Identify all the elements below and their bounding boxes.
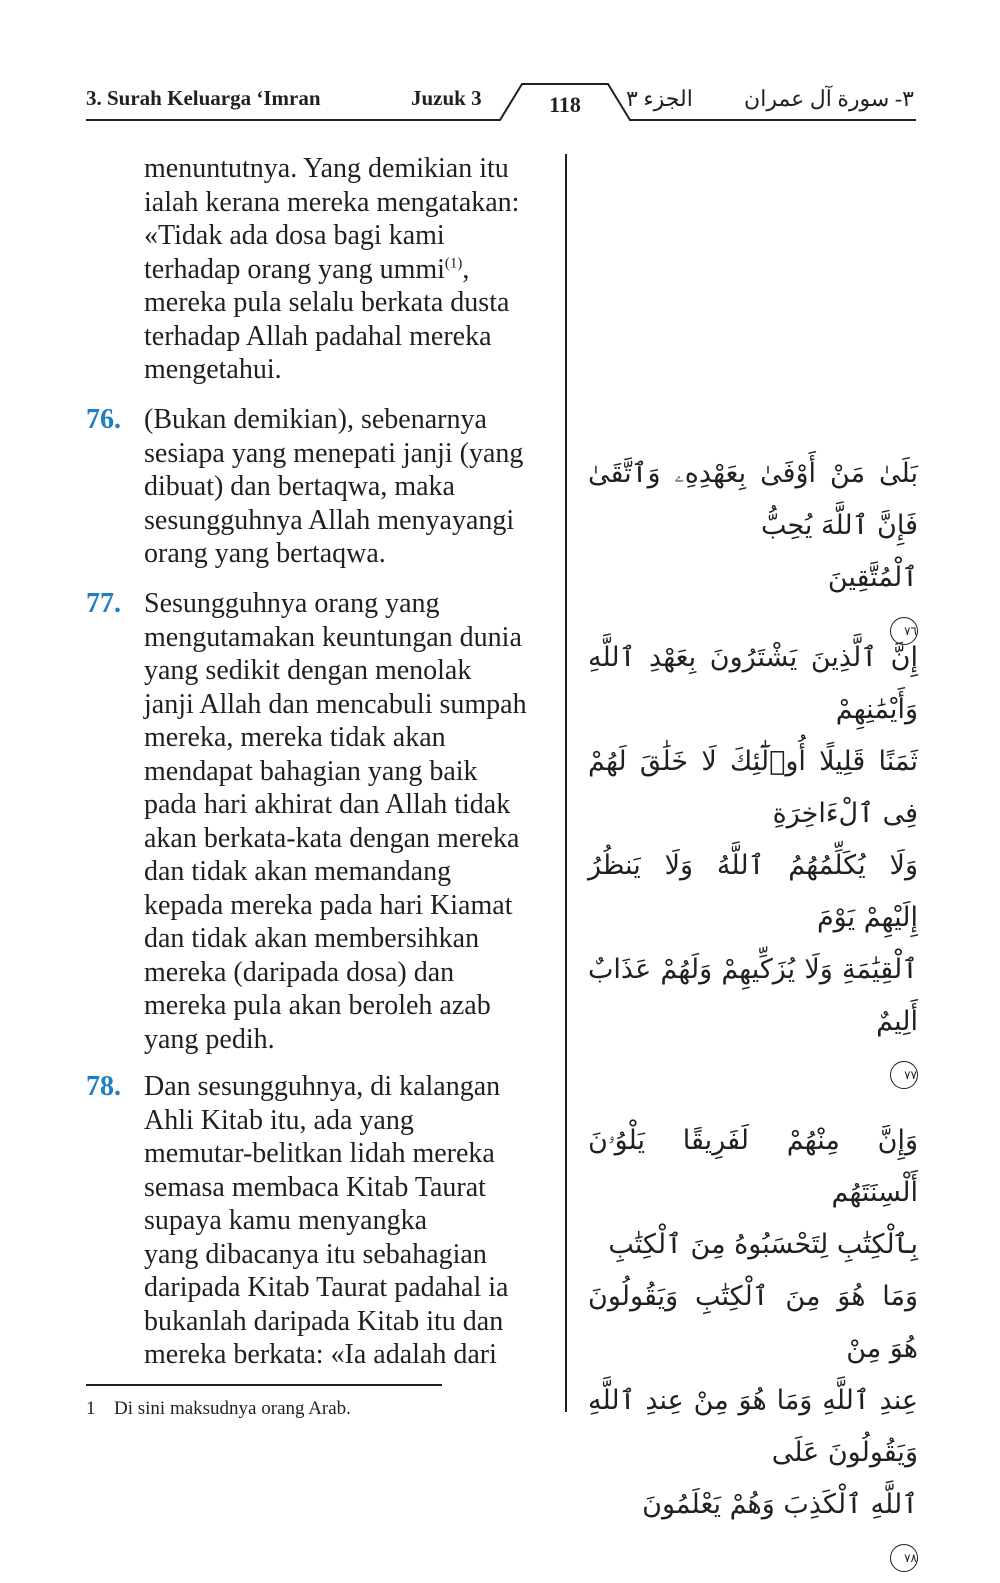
verse-translation-text: (Bukan demikian), sebenarnya sesiapa yang menepati janji (yang dibuat) dan bertaqwa, maka sesungguhnya Allah menyayangi orang yang bertaqwa.: [144, 404, 524, 569]
header-juz-arabic: الجزء ٣: [626, 86, 693, 111]
header-surah-arabic: ٣- سورة آل عمران: [744, 86, 914, 111]
arabic-verse-text: وَإِنَّ مِنْهُمْ لَفَرِيقًا يَلْوُۥنَ أَلْسِنَتَهُم بِٱلْكِتَٰبِ لِتَحْسَبُوهُ مِنَ ٱلْكِتَٰبِ وَمَا هُوَ مِنَ ٱلْكِتَٰبِ وَيَقُولُونَ هُوَ مِنْ عِندِ ٱللَّهِ وَمَا هُوَ مِنْ عِندِ ٱللَّهِ وَيَقُولُونَ عَلَى ٱللَّهِ ٱلْكَذِبَ وَهُمْ يَعْلَمُونَ: [588, 1125, 918, 1520]
header-rule: [0, 0, 1000, 130]
arabic-verse-text: بَلَىٰ مَنْ أَوْفَىٰ بِعَهْدِهِۦ وَٱتَّقَىٰ فَإِنَّ ٱللَّهَ يُحِبُّ ٱلْمُتَّقِينَ: [588, 458, 918, 593]
ayah-end-marker: ٧٦: [890, 617, 918, 645]
continuation-paragraph: [86, 152, 556, 387]
footnote: [86, 1398, 351, 1420]
footnote-reference: (1): [444, 255, 463, 272]
verse-number: 78.: [86, 1071, 121, 1102]
verse-translation-text: Sesungguhnya orang yang mengutamakan keuntungan dunia yang sedikit dengan menolak janji Allah dan mencabuli sumpah mereka, mereka tidak akan mendapat bahagian yang baik pada hari akhirat dan Allah tidak akan berkata-kata dengan mereka dan tidak akan memandang kepada mereka pada hari Kiamat dan tidak akan membersihkan mereka (daripada dosa) dan mereka pula akan beroleh azab yang pedih.: [144, 588, 527, 1055]
verse-77-arabic: [588, 580, 918, 1100]
continuation-text-after: , mereka pula selalu berkata dusta terhadap Allah padahal mereka mengetahui.: [144, 253, 510, 385]
page-number: 118: [549, 92, 581, 117]
arabic-verse-text: إِنَّ ٱلَّذِينَ يَشْتَرُونَ بِعَهْدِ ٱللَّهِ وَأَيْمَٰنِهِمْ ثَمَنًا قَلِيلًا أُو۟لَٰٓئِكَ لَا خَلَٰقَ لَهُمْ فِى ٱلْءَاخِرَةِ وَلَا يُكَلِّمُهُمُ ٱللَّهُ وَلَا يَنظُرُ إِلَيْهِمْ يَوْمَ ٱلْقِيَٰمَةِ وَلَا يُزَكِّيهِمْ وَلَهُمْ عَذَابٌ أَلِيمٌ: [588, 642, 918, 1037]
ayah-end-marker: ٧٧: [890, 1061, 918, 1089]
verse-number: 77.: [86, 588, 121, 619]
header-juz-label: Juzuk 3: [411, 86, 482, 110]
footnote-number: 1: [86, 1398, 96, 1419]
verse-78-translation: [86, 1070, 556, 1372]
ayah-end-marker: ٧٨: [890, 1544, 918, 1572]
verse-76-translation: [86, 403, 556, 571]
footnote-text: Di sini maksudnya orang Arab.: [114, 1398, 351, 1419]
footnote-rule: [86, 1384, 442, 1386]
continuation-text: menuntutnya. Yang demikian itu ialah kerana mereka mengatakan: «Tidak ada dosa bagi kami terhadap orang yang ummi: [144, 153, 520, 285]
verse-number: 76.: [86, 404, 121, 435]
verse-translation-text: Dan sesungguhnya, di kalangan Ahli Kitab itu, ada yang memutar-belitkan lidah mereka semasa membaca Kitab Taurat supaya kamu menyangka yang dibacanya itu sebahagian daripada Kitab Taurat padahal ia bukanlah daripada Kitab itu dan mereka berkata: «Ia adalah dari: [144, 1071, 509, 1370]
header-surah-title: 3. Surah Keluarga ‘Imran: [86, 86, 321, 110]
verse-78-arabic: [588, 1063, 918, 1583]
verse-77-translation: [86, 587, 556, 1056]
column-divider: [565, 154, 567, 1412]
